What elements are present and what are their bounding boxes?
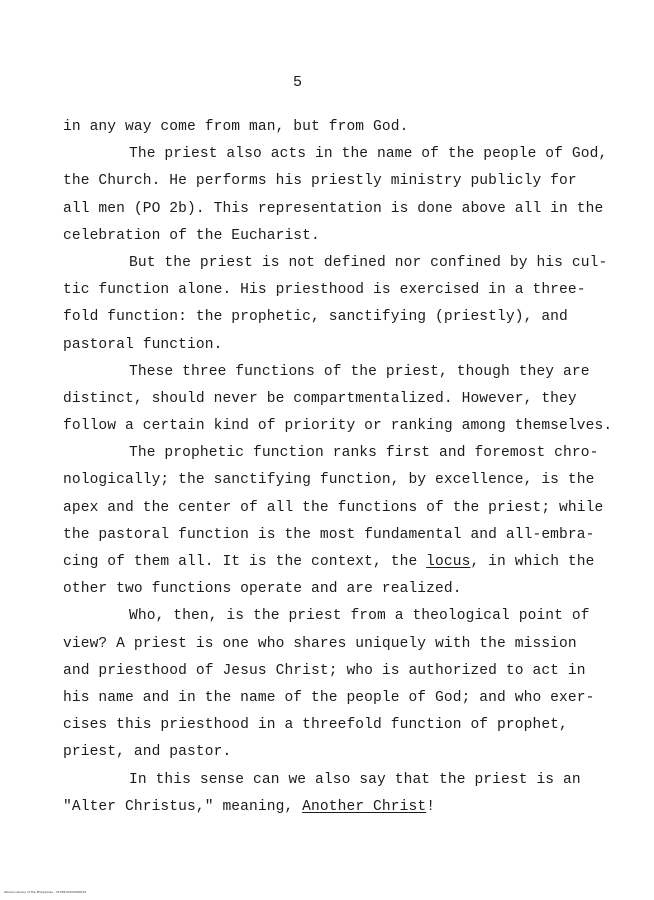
text-line: priest, and pastor. xyxy=(63,744,232,761)
text-line: The prophetic function ranks first and foremost chro- xyxy=(129,445,599,462)
text-line: other two functions operate and are realized. xyxy=(63,581,462,598)
text-line: the Church. He performs his priestly ministry publicly for xyxy=(63,173,577,190)
text-line: in any way come from man, but from God. xyxy=(63,119,409,135)
text-line: view? A priest is one who shares uniquely with the mission xyxy=(63,635,577,652)
text-line: the pastoral function is the most fundamental and all-embra- xyxy=(63,526,595,543)
text-line: and priesthood of Jesus Christ; who is authorized to act in xyxy=(63,662,586,679)
text-fragment: ! xyxy=(426,798,436,815)
text-line: celebration of the Eucharist. xyxy=(63,227,320,244)
text-line: These three functions of the priest, though they are xyxy=(129,363,590,380)
document-body xyxy=(63,114,613,821)
page-number: 5 xyxy=(293,74,303,91)
underlined-term-locus: locus xyxy=(426,554,471,570)
text-line: his name and in the name of the people of God; and who exer- xyxy=(63,689,595,706)
text-line: The priest also acts in the name of the people of God, xyxy=(129,146,608,163)
text-line: cises this priesthood in a threefold function of prophet, xyxy=(63,717,568,734)
scan-footer: Ateneo Library of the Philippines · 3178970500990010 xyxy=(4,890,87,894)
underlined-phrase-another-christ: Another Christ xyxy=(302,798,427,815)
text-line: follow a certain kind of priority or ranking among themselves. xyxy=(63,418,613,435)
text-line: In this sense can we also say that the priest is an xyxy=(129,771,581,788)
text-line: distinct, should never be compartmentalized. However, they xyxy=(63,390,577,407)
text-line: But the priest is not defined nor confined by his cul- xyxy=(129,254,608,271)
text-line: nologically; the sanctifying function, by excellence, is the xyxy=(63,472,595,489)
text-line xyxy=(63,794,593,821)
text-line: Who, then, is the priest from a theological point of xyxy=(129,608,590,625)
text-line: apex and the center of all the functions of the priest; while xyxy=(63,499,604,516)
text-fragment: , in which the xyxy=(470,554,595,570)
text-line: all men (PO 2b). This representation is done above all in the xyxy=(63,200,604,217)
text-fragment: "Alter Christus," meaning, xyxy=(63,798,294,815)
text-line: pastoral function. xyxy=(63,336,223,353)
text-line: fold function: the prophetic, sanctifying (priestly), and xyxy=(63,309,568,326)
text-line xyxy=(63,549,593,576)
text-line: tic function alone. His priesthood is exercised in a three- xyxy=(63,282,586,299)
text-fragment: cing of them all. It is the context, the xyxy=(63,554,418,570)
